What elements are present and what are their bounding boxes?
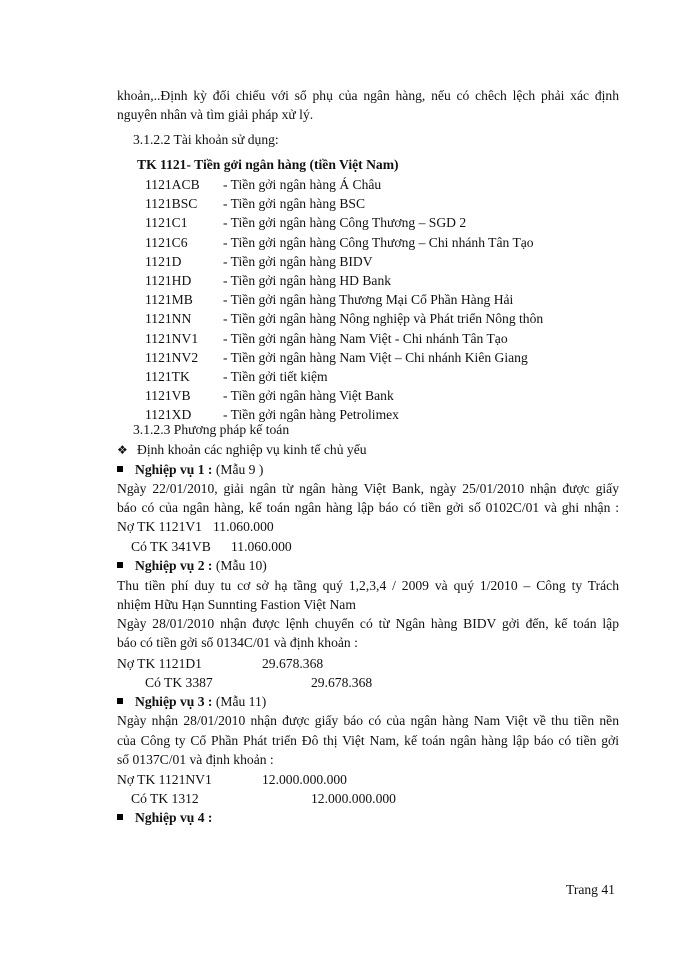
nv2-title: Nghiệp vụ 2 : xyxy=(135,558,213,573)
account-description: - Tiền gởi ngân hàng Nam Việt – Chi nhánh Kiên Giang xyxy=(223,350,528,365)
account-description: - Tiền gởi ngân hàng Nam Việt - Chi nhánh Tân Tạo xyxy=(223,331,508,346)
nv1-form: (Mẫu 9 ) xyxy=(215,462,264,477)
account-row xyxy=(145,252,373,271)
account-description: - Tiền gởi ngân hàng Việt Bank xyxy=(223,388,394,403)
account-code: 1121C1 xyxy=(145,215,188,230)
nv4-title: Nghiệp vụ 4 : xyxy=(135,810,213,825)
account-code: 1121BSC xyxy=(145,196,198,211)
nv2-paragraph-1: Thu tiền phí duy tu cơ sở hạ tầng quý 1,2,3,4 / 2009 và quý 1/2010 – Công ty Trách xyxy=(117,578,619,593)
nv2-paragraph-2: nhiệm Hữu Hạn Sunnting Fastion Việt Nam xyxy=(117,597,356,612)
nv2-paragraph-4: báo có tiền gởi số 0134C/01 và định khoản : xyxy=(117,635,358,650)
account-description: - Tiền gởi ngân hàng Công Thương – Chi nhánh Tân Tạo xyxy=(223,235,534,250)
account-description: - Tiền gởi tiết kiệm xyxy=(223,369,328,384)
nv1-paragraph-2: báo có của ngân hàng, kế toán ngân hàng lập báo có tiền gởi số 0102C/01 và ghi nhận : xyxy=(117,500,619,515)
account-code: 1121NV1 xyxy=(145,331,199,346)
nv1-title: Nghiệp vụ 1 : xyxy=(135,462,213,477)
account-row xyxy=(145,233,534,252)
square-bullet-icon xyxy=(117,698,123,704)
account-code: 1121NN xyxy=(145,311,192,326)
square-bullet-icon xyxy=(117,466,123,472)
nv3-form: (Mẫu 11) xyxy=(215,694,267,709)
account-code: 1121D xyxy=(145,254,182,269)
subheading-text: Định khoản các nghiệp vụ kinh tế chủ yếu xyxy=(137,442,367,457)
tk-title: TK 1121- Tiền gởi ngân hàng (tiền Việt Nam) xyxy=(137,157,399,172)
account-row xyxy=(145,175,381,194)
intro-line-2: nguyên nhân và tìm giải pháp xử lý. xyxy=(117,107,314,122)
account-code: 1121MB xyxy=(145,292,193,307)
nv3-title: Nghiệp vụ 3 : xyxy=(135,694,213,709)
account-row xyxy=(145,194,365,213)
square-bullet-icon xyxy=(117,814,123,820)
nv3-debit-amount: 12.000.000.000 xyxy=(262,772,347,787)
account-code: 1121TK xyxy=(145,369,190,384)
nv1-debit-amount: 11.060.000 xyxy=(213,519,274,534)
account-code: 1121C6 xyxy=(145,235,188,250)
account-code: 1121NV2 xyxy=(145,350,199,365)
account-code: 1121HD xyxy=(145,273,192,288)
account-row xyxy=(145,367,328,386)
square-bullet-icon xyxy=(117,562,123,568)
account-description: - Tiền gởi ngân hàng Thương Mại Cổ Phần Hàng Hải xyxy=(223,292,514,307)
subheading xyxy=(117,440,367,460)
account-code: 1121XD xyxy=(145,407,192,422)
account-description: - Tiền gởi ngân hàng Nông nghiệp và Phát triển Nông thôn xyxy=(223,311,544,326)
account-row xyxy=(145,348,528,367)
account-description: - Tiền gởi ngân hàng Công Thương – SGD 2 xyxy=(223,215,467,230)
account-row xyxy=(145,386,394,405)
account-description: - Tiền gởi ngân hàng HD Bank xyxy=(223,273,392,288)
account-description: - Tiền gởi ngân hàng BIDV xyxy=(223,254,373,269)
account-row xyxy=(145,329,508,348)
nv2-paragraph-3: Ngày 28/01/2010 nhận được lệnh chuyển có từ Ngân hàng BIDV gởi đến, kế toán lập xyxy=(117,616,619,631)
section-heading-accounts: 3.1.2.2 Tài khoản sử dụng: xyxy=(133,132,279,147)
account-row xyxy=(145,271,391,290)
nv1-debit-label: Nợ TK 1121V1 xyxy=(117,519,202,534)
nv2-form: (Mẫu 10) xyxy=(215,558,267,573)
nv1-header xyxy=(117,460,263,479)
nv1-credit-amount: 11.060.000 xyxy=(231,539,292,554)
account-code: 1121VB xyxy=(145,388,191,403)
section-heading-method: 3.1.2.3 Phương pháp kế toán xyxy=(133,422,290,437)
nv2-credit-label: Có TK 3387 xyxy=(145,675,213,690)
account-row xyxy=(145,290,513,309)
nv2-debit-amount: 29.678.368 xyxy=(262,656,324,671)
nv4-header xyxy=(117,808,212,827)
intro-line-1: khoản,..Định kỳ đối chiếu với sổ phụ của ngân hàng, nếu có chêch lệch phải xác định xyxy=(117,88,619,103)
nv2-debit-label: Nợ TK 1121D1 xyxy=(117,656,202,671)
nv3-paragraph-1: Ngày nhận 28/01/2010 nhận được giấy báo có của ngân hàng Nam Việt về thu tiền nền xyxy=(117,713,619,728)
account-description: - Tiền gởi ngân hàng Á Châu xyxy=(223,177,382,192)
page-number: Trang 41 xyxy=(566,882,615,897)
nv1-paragraph-1: Ngày 22/01/2010, giải ngân từ ngân hàng Việt Bank, ngày 25/01/2010 nhận được giấy xyxy=(117,481,619,496)
nv3-debit-label: Nợ TK 1121NV1 xyxy=(117,772,212,787)
account-row xyxy=(145,309,543,328)
nv3-paragraph-3: số 0137C/01 và định khoản : xyxy=(117,752,274,767)
nv3-credit-label: Có TK 1312 xyxy=(131,791,199,806)
nv3-credit-amount: 12.000.000.000 xyxy=(311,791,396,806)
nv1-credit-label: Có TK 341VB xyxy=(131,539,211,554)
nv3-paragraph-2: của Công ty Cổ Phần Phát triển Đô thị Việt Nam, kế toán ngân hàng lập báo có tiền gởi xyxy=(117,733,619,748)
account-code: 1121ACB xyxy=(145,177,200,192)
diamond-bullet-icon: ❖ xyxy=(117,443,128,457)
account-row xyxy=(145,213,466,232)
account-description: - Tiền gởi ngân hàng BSC xyxy=(223,196,366,211)
nv3-header xyxy=(117,692,266,711)
nv2-credit-amount: 29.678.368 xyxy=(311,675,373,690)
nv2-header xyxy=(117,556,267,575)
account-description: - Tiền gởi ngân hàng Petrolimex xyxy=(223,407,399,422)
